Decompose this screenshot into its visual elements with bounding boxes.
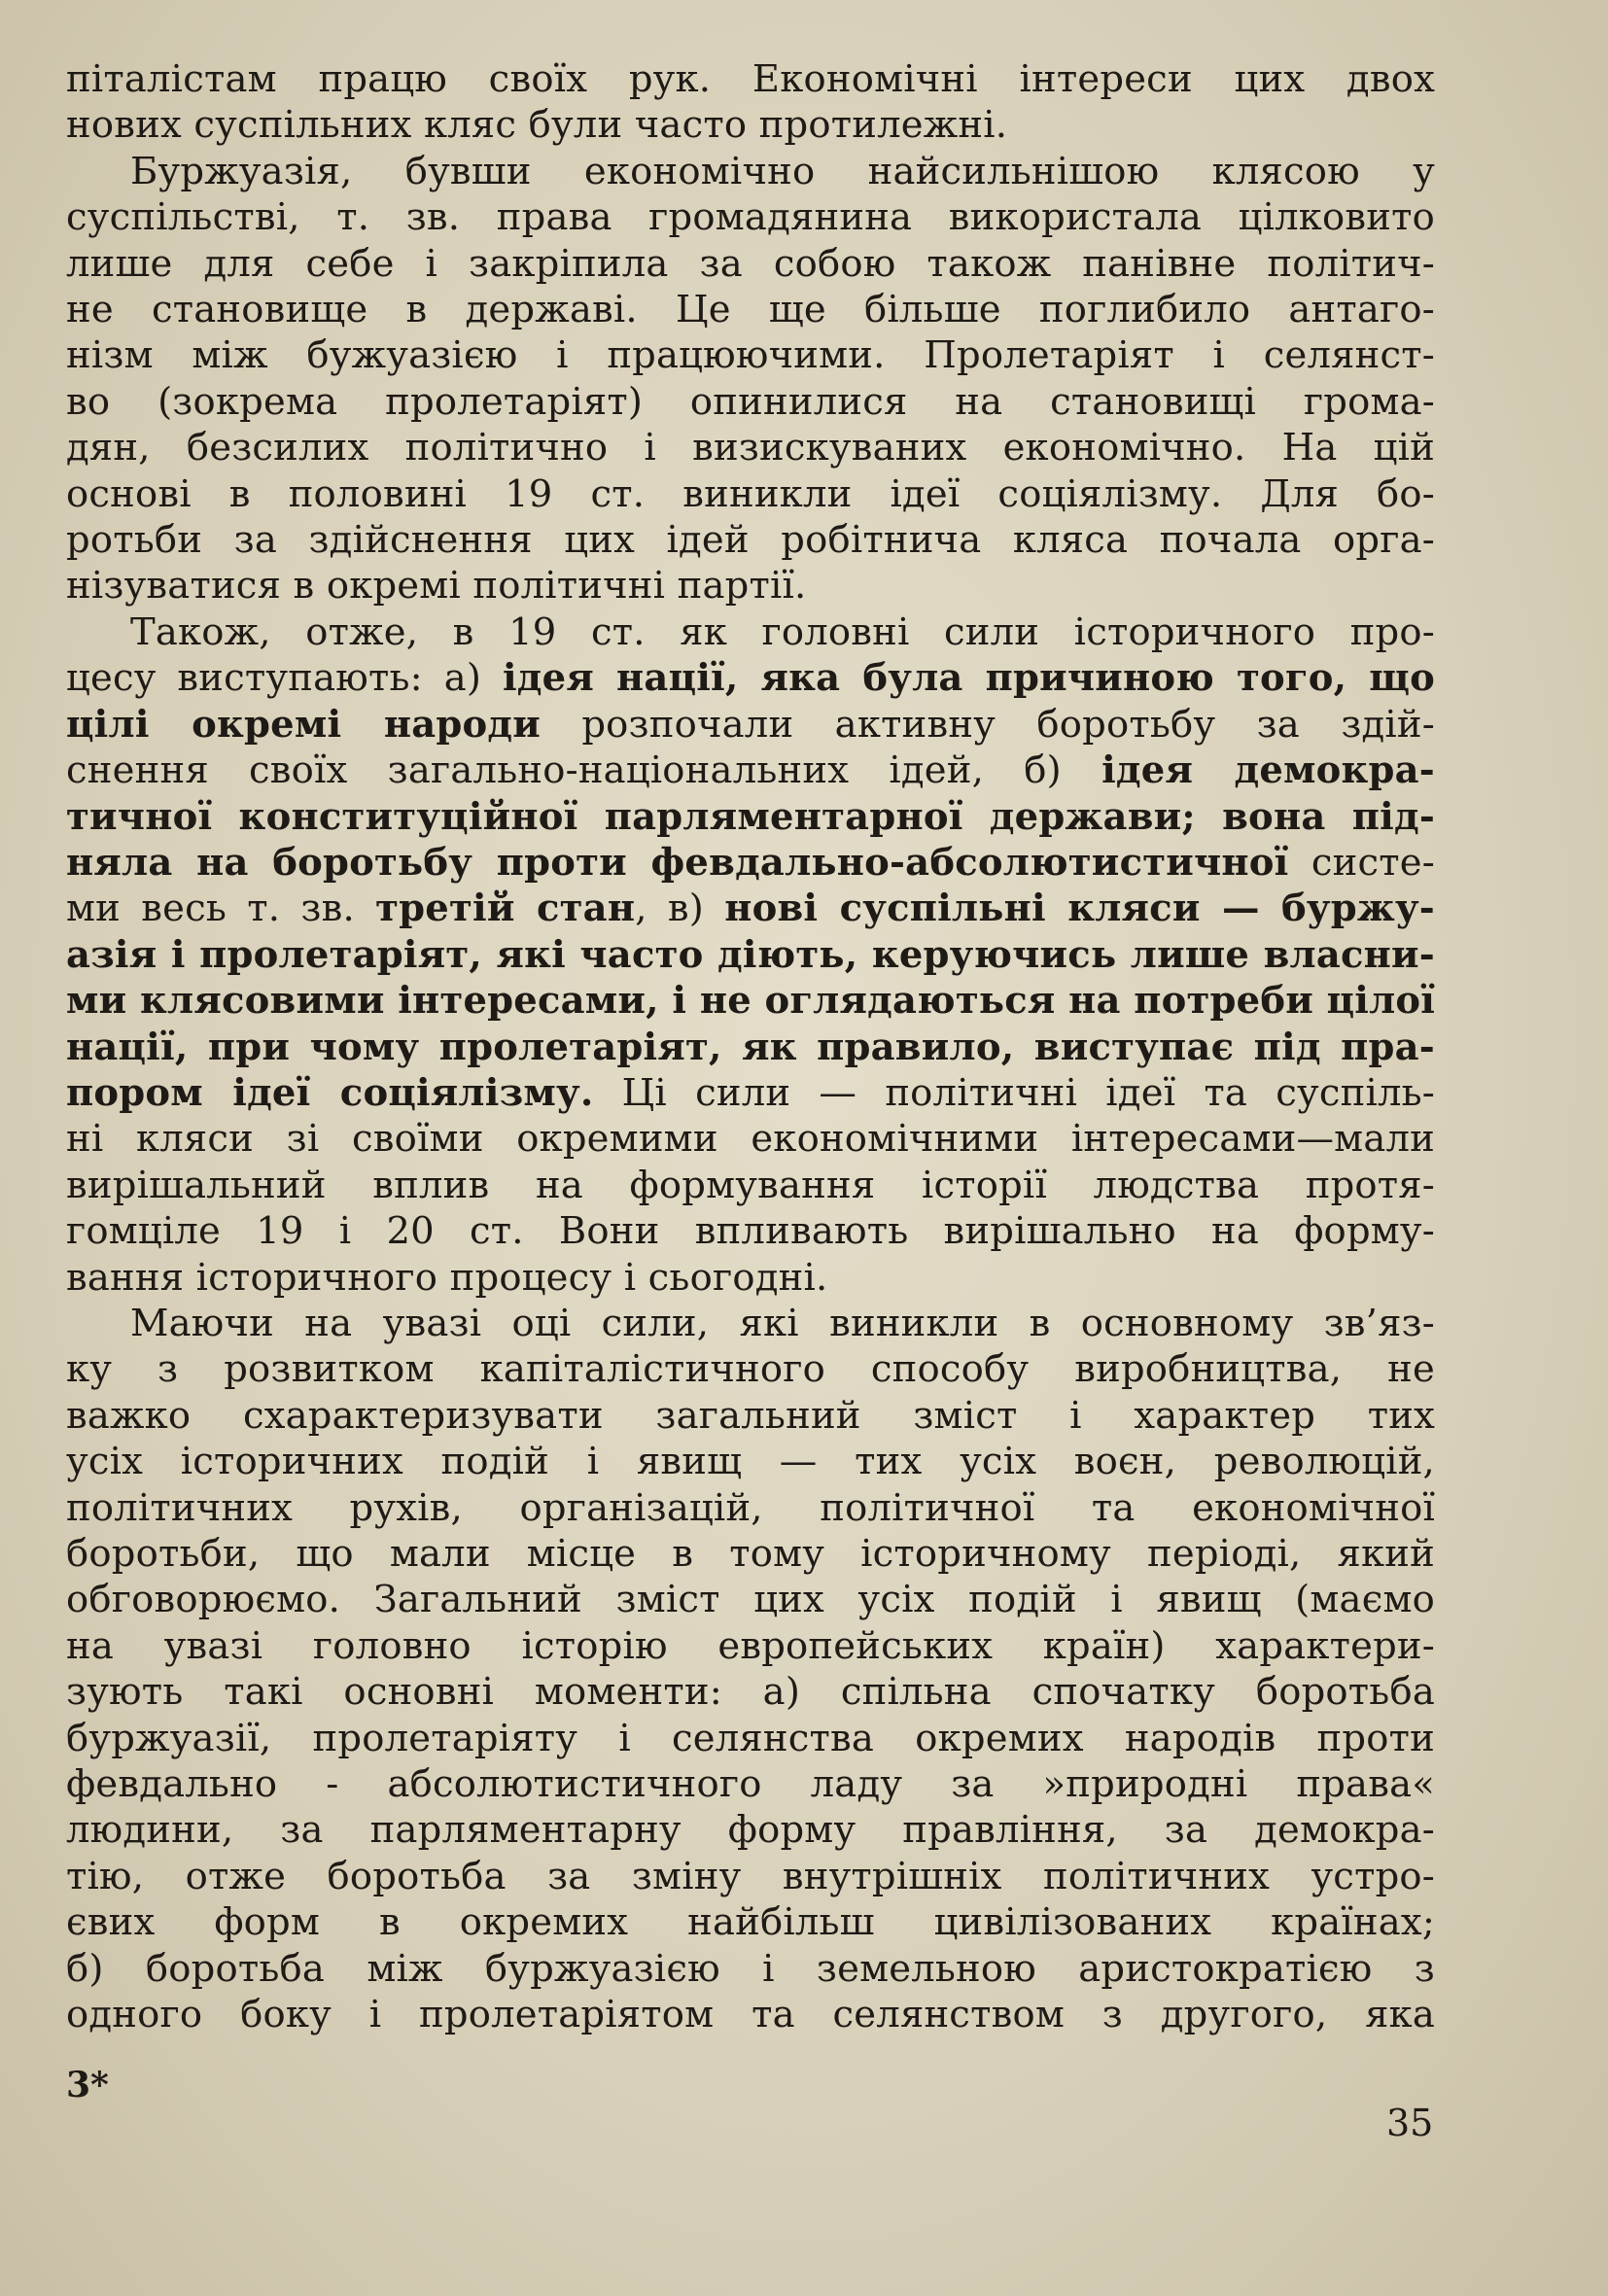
text-line — [66, 1716, 1435, 1761]
page-number: 35 — [1386, 2102, 1434, 2144]
text-line — [66, 978, 1435, 1024]
text-line — [66, 471, 1435, 517]
text-line — [66, 1301, 1435, 1346]
text-run: февдально - абсолютистичного ладу за »природні права« — [66, 1762, 1435, 1807]
text-run: во (зокрема пролетаріят) опинилися на становищі грома- — [66, 379, 1435, 424]
text-run: нізм між бужуазією і працюючими. Пролетаріят і селянст- — [66, 333, 1435, 378]
paragraph — [66, 56, 1435, 149]
bold-text: ми клясовими інтересами, і не оглядаються на потреби цілої — [66, 979, 1436, 1024]
text-run: політичних рухів, організацій, політичної та економічної — [66, 1485, 1435, 1530]
text-run: не становище в державі. Це ще більше поглибило антаго- — [66, 288, 1435, 332]
text-line — [66, 702, 1435, 748]
text-run: б) боротьба між буржуазією і земельною аристократією з — [66, 1946, 1435, 1991]
text-run: нових суспільних кляс були часто протилежні. — [66, 103, 1008, 148]
text-run: розпочали активну боротьбу за здій- — [540, 702, 1436, 747]
text-line — [66, 517, 1435, 563]
text-run: суспільстві, т. зв. права громадянина використала цілковито — [66, 195, 1435, 240]
text-line — [66, 1163, 1435, 1208]
text-line — [66, 1531, 1435, 1577]
text-line — [66, 655, 1435, 701]
text-run: ротьби за здійснення цих ідей робітнича кляса почала орга- — [66, 518, 1435, 563]
text-line — [66, 1807, 1435, 1853]
text-run: боротьби, що мали місце в тому історичному періоді, який — [66, 1532, 1435, 1576]
text-line — [66, 102, 1435, 148]
text-run: буржуазії, пролетаріяту і селянства окремих народів проти — [66, 1716, 1435, 1760]
body-text — [66, 56, 1435, 2037]
text-run: на увазі головно історію европейських країн) характери- — [66, 1623, 1435, 1668]
text-line — [66, 840, 1435, 886]
paragraph — [66, 609, 1435, 1301]
text-run: Ці сили — політичні ідеї та суспіль- — [593, 1070, 1435, 1115]
bold-text: нові суспільні кляси — буржу- — [724, 887, 1435, 931]
signature-mark: 3* — [66, 2065, 109, 2105]
text-run: Буржуазія, бувши економічно найсильнішою клясою у — [130, 149, 1435, 193]
text-line — [66, 1070, 1435, 1116]
text-line — [66, 748, 1435, 793]
bold-text: нації, при чому пролетаріят, як правило, виступає під пра- — [66, 1025, 1435, 1069]
bold-text: цілі окремі народи — [66, 702, 541, 747]
bold-text: ідея нації, яка була причиною того, що — [502, 656, 1435, 701]
text-line — [66, 1992, 1435, 2037]
text-line — [66, 194, 1435, 240]
text-run: ку з розвитком капіталістичного способу виробництва, не — [66, 1347, 1435, 1392]
text-line — [66, 794, 1435, 840]
text-run: основі в половині 19 ст. виникли ідеї соціялізму. Для бо- — [66, 471, 1435, 516]
text-line — [66, 56, 1435, 102]
text-line — [66, 1946, 1435, 1992]
text-line — [66, 1346, 1435, 1392]
text-run: Маючи на увазі оці сили, які виникли в основному зв’яз- — [130, 1301, 1435, 1345]
text-run: людини, за парляментарну форму правління, за демокра- — [66, 1808, 1435, 1853]
text-line — [66, 425, 1435, 470]
text-run: вання історичного процесу і сьогодні. — [66, 1255, 828, 1300]
paragraph — [66, 1301, 1435, 2038]
paragraph — [66, 149, 1435, 609]
text-line — [66, 1025, 1435, 1070]
bold-text: третій стан — [375, 887, 636, 931]
text-run: ми весь т. зв. — [66, 887, 376, 931]
text-run: євих форм в окремих найбільш цивілізованих країнах; — [66, 1900, 1435, 1945]
text-line — [66, 379, 1435, 425]
text-line — [66, 609, 1435, 655]
text-line — [66, 1255, 1435, 1301]
text-run: снення своїх загально-національних ідей, б) — [66, 748, 1102, 793]
text-line — [66, 332, 1435, 378]
bold-text: тичної конституційної парляментарної держави; вона під- — [66, 794, 1435, 839]
text-line — [66, 1116, 1435, 1162]
text-line — [66, 241, 1435, 287]
text-run: піталістам працю своїх рук. Економічні інтереси цих двох — [66, 57, 1435, 101]
text-line — [66, 563, 1435, 609]
text-run: тію, отже боротьба за зміну внутрішніх політичних устро- — [66, 1854, 1435, 1898]
text-line — [66, 1854, 1435, 1899]
text-run: гомціле 19 і 20 ст. Вони впливають вирішально на форму- — [66, 1209, 1435, 1254]
text-line — [66, 149, 1435, 194]
bold-text: азія і пролетаріят, які часто діють, керуючись лише власни- — [66, 932, 1435, 977]
text-run: ні кляси зі своїми окремими економічними інтересами—мали — [66, 1117, 1435, 1162]
text-run: важко схарактеризувати загальний зміст і характер тих — [66, 1393, 1435, 1438]
text-line — [66, 287, 1435, 332]
text-line — [66, 1577, 1435, 1622]
text-line — [66, 1899, 1435, 1945]
text-line — [66, 1761, 1435, 1807]
text-run: зують такі основні моменти: а) спільна спочатку боротьба — [66, 1670, 1435, 1715]
text-run: обговорюємо. Загальний зміст цих усіх подій і явищ (маємо — [66, 1578, 1435, 1622]
text-run: вирішальний вплив на формування історії людства протя- — [66, 1163, 1435, 1207]
text-run: систе- — [1288, 840, 1435, 885]
bold-text: пором ідеї соціялізму. — [66, 1070, 594, 1115]
text-line — [66, 886, 1435, 931]
text-line — [66, 1623, 1435, 1669]
text-line — [66, 932, 1435, 978]
text-run: усіх історичних подій і явищ — тих усіх воєн, революцій, — [66, 1440, 1435, 1484]
text-run: Також, отже, в 19 ст. як головні сили історичного про- — [130, 609, 1435, 654]
text-line — [66, 1669, 1435, 1715]
text-run: цесу виступають: а) — [66, 656, 503, 701]
text-line — [66, 1208, 1435, 1254]
text-run: , в) — [635, 887, 725, 931]
text-run: лише для себе і закріпила за собою також панівне політич- — [66, 241, 1435, 286]
text-line — [66, 1393, 1435, 1439]
text-run: одного боку і пролетаріятом та селянством з другого, яка — [66, 1993, 1435, 2037]
text-line — [66, 1439, 1435, 1484]
text-run: дян, безсилих політично і визискуваних економічно. На цій — [66, 426, 1435, 470]
bold-text: ідея демокра- — [1101, 748, 1435, 793]
text-line — [66, 1485, 1435, 1531]
bold-text: няла на боротьбу проти февдально-абсолютистичної — [66, 840, 1289, 885]
text-run: нізуватися в окремі політичні партії. — [66, 564, 807, 609]
